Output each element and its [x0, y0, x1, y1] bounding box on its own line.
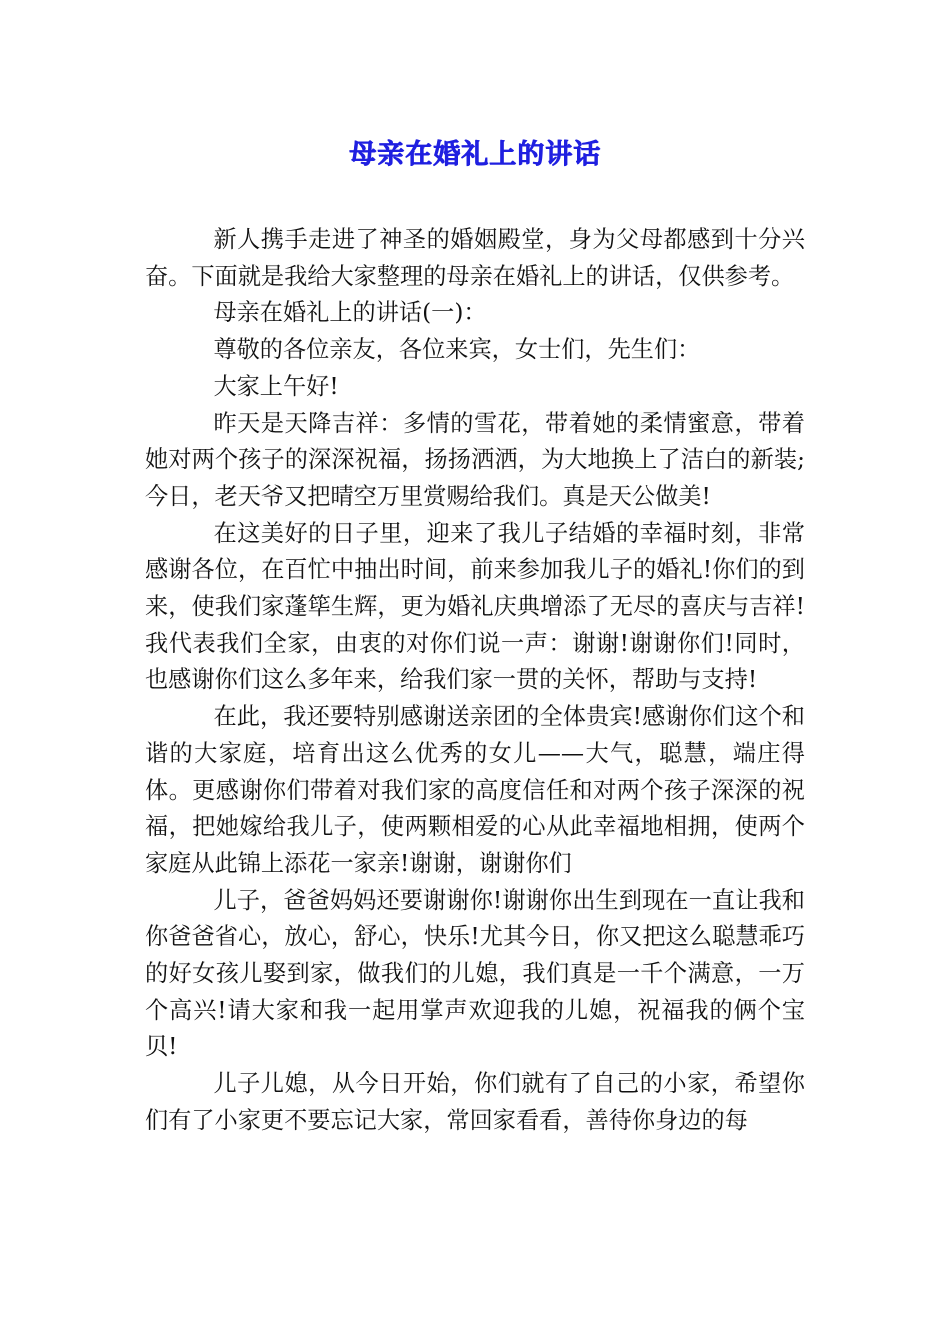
paragraph-body: 儿子儿媳，从今日开始，你们就有了自己的小家，希望你们有了小家更不要忘记大家，常回家看看，善待你身边的每 — [145, 1070, 805, 1134]
document-title: 母亲在婚礼上的讲话 — [349, 139, 601, 170]
paragraph-body: 儿子，爸爸妈妈还要谢谢你!谢谢你出生到现在一直让我和你爸爸省心，放心，舒心，快乐!尤其今日，你又把这么聪慧乖巧的好女孩儿娶到家，做我们的儿媳，我们真是一千个满意，一万个高兴!请大家和我一起用掌声欢迎我的儿媳，祝福我的俩个宝贝! — [145, 886, 805, 1061]
paragraph-body: 在这美好的日子里，迎来了我儿子结婚的幸福时刻，非常感谢各位，在百忙中抽出时间，前来参加我儿子的婚礼!你们的到来，使我们家蓬筚生辉，更为婚礼庆典增添了无尽的喜庆与吉祥!我代表我们全家，由衷的对你们说一声：谢谢!谢谢你们!同时，也感谢你们这么多年来，给我们家一贯的关怀，帮助与支持! — [145, 519, 805, 694]
paragraph-body: 在此，我还要特别感谢送亲团的全体贵宾!感谢你们这个和谐的大家庭，培育出这么优秀的女儿——大气，聪慧，端庄得体。更感谢你们带着对我们家的高度信任和对两个孩子深深的祝福，把她嫁给我儿子，使两颗相爱的心从此幸福地相拥，使两个家庭从此锦上添花一家亲!谢谢，谢谢你们 — [145, 703, 805, 877]
paragraph-salutation: 尊敬的各位亲友，各位来宾，女士们，先生们： — [213, 336, 701, 364]
paragraph-body: 昨天是天降吉祥：多情的雪花，带着她的柔情蜜意，带着她对两个孩子的深深祝福，扬扬洒洒，为大地换上了洁白的新装;今日，老天爷又把晴空万里赏赐给我们。真是天公做美! — [145, 409, 805, 510]
paragraph-intro: 新人携手走进了神圣的婚姻殿堂，身为父母都感到十分兴奋。下面就是我给大家整理的母亲在婚礼上的讲话，仅供参考。 — [145, 226, 805, 290]
document-body — [145, 222, 805, 1140]
paragraph-section-heading: 母亲在婚礼上的讲话(一)： — [213, 299, 487, 327]
paragraph-greeting: 大家上午好! — [213, 372, 339, 400]
